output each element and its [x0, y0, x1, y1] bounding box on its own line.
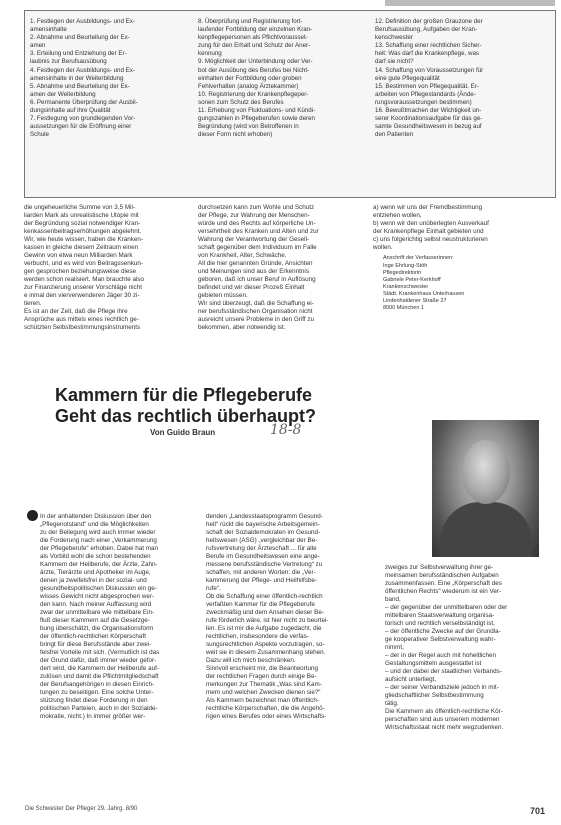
text-line: 13. Schaffung einer rechtlichen Sicher- [375, 42, 482, 50]
text-line: rigen eines Berufes oder eines Wirtschafts- [206, 713, 327, 720]
text-line: ge kooperativer Selbstverwaltung wahr- [385, 636, 496, 643]
text-line: 2. Abnahme und Beurteilung der Ex- [30, 34, 130, 42]
text-line: – der seiner Verbandsziele jedoch in mit- [385, 684, 499, 691]
text-line: politischen Parteien, auch in der Sozialde- [40, 705, 158, 712]
text-line: zweiges zur Selbstverwaltung ihrer ge- [385, 564, 494, 571]
text-line: geboren, daß ich unser Beruf in Auflösung [198, 276, 316, 283]
text-line: und Meinungen sind aus der Erkenntnis [198, 268, 309, 275]
text-line: meinsamen berufsständischen Aufgaben [385, 572, 499, 579]
text-line: 8000 München 1 [383, 305, 424, 311]
text-line: serer Koordinationsaufgabe für das ge- [375, 115, 483, 123]
text-line: zweckmäßig und dem Ansehen dieser Be- [206, 609, 324, 616]
text-line: einhalten der Fortbildung oder groben [198, 74, 302, 82]
article-title [55, 385, 415, 427]
text-line: len. Es ist mir die Aufgabe zugedacht, die [206, 625, 322, 632]
handwritten-note: 18-8 [270, 422, 302, 438]
text-line: c) uns folgerichtig selbst neustrukturieren [373, 236, 488, 243]
text-line: Berufsausübung, Aufgaben der Kran- [375, 26, 478, 34]
text-line: 1. Festlegen der Ausbildungs- und Ex- [30, 18, 135, 25]
text-line: Ob die Schaffung einer öffentlich-rechtlich [206, 593, 323, 600]
upper-column-2 [198, 204, 358, 332]
text-line: a) wenn wir uns der Fremdbestimmung [373, 204, 483, 211]
text-line: der Berufsangehörigen in diesen Einrich- [40, 681, 155, 688]
text-line: laufender Fortbildung der einzelnen Kran- [198, 26, 313, 34]
text-line: der öffentlich-rechtlichen Körperschaft [40, 633, 146, 640]
text-line: Gestaltungsmitteln ausgestattet ist [385, 660, 482, 667]
text-line: Gabriele Peter-Kerkhoff [383, 277, 441, 283]
text-line: dieser Form nicht erhoben) [198, 131, 273, 139]
text-line: befindet und wir dieser Prozeß Einhalt [198, 284, 305, 291]
text-line: ner berufsständischen Organisation nicht [198, 308, 313, 315]
text-line: wisses Gewicht nicht abgesprochen wer- [40, 593, 155, 600]
text-line: dert wird, die Kammern der Heilberufe auf- [40, 665, 159, 672]
text-line: tätig. [385, 700, 399, 707]
text-line: würde und des Rechts auf körperliche Un- [198, 220, 316, 227]
text-line: 11. Erhebung von Fluktuations- und Kündi- [198, 107, 316, 115]
text-line: – der in der Regel auch mit hoheitlichen [385, 652, 496, 659]
text-line: Es ist an der Zeit, daß die Pflege ihre [24, 308, 128, 315]
authors-label: Anschrift der Verfasserinnen: [383, 255, 454, 261]
initial-bullet [27, 510, 38, 521]
text-line: zulösen und damit die Pflichtmitgliedschaft [40, 673, 159, 680]
text-line: der Begründung sozial notwendiger Kran- [24, 220, 141, 227]
text-line: fluß dieser Kammern auf die Gesetzge- [40, 617, 150, 624]
text-line: den Patienten [375, 131, 414, 139]
text-line: sonen zum Schutz des Berufes [198, 98, 284, 106]
text-line: verfaßten Kammer für die Pflegeberufe [206, 601, 315, 608]
text-line: Begründung (wird von Betroffenen in [198, 123, 299, 131]
text-line: Fehlverhalten (analog Ärztekammer) [198, 82, 299, 90]
text-line: kenschwester [375, 34, 413, 42]
text-line: rufe“. [206, 585, 221, 592]
text-line: heit“ rückt die bayerische Arbeitsgemein- [206, 521, 320, 528]
text-line: zu der Beilegung wird auch immer wieder [40, 529, 156, 536]
text-line: zwar der unmittelbare wie mittelbare Ein- [40, 609, 155, 616]
text-line: der Grund dafür, daß immer wieder gefor- [40, 657, 157, 664]
text-line: gen gesprochen beziehungsweise diese [24, 268, 137, 275]
text-line: Kammern der Heilberufe, der Ärzte, Zahn- [40, 561, 158, 568]
text-line: Lindenhaldener Straße 27 [383, 298, 447, 304]
text-line: als Vorbild wohl die schon bestehenden [40, 553, 151, 560]
article-title-line-1: Kammern für die Pflegeberufe [55, 385, 313, 405]
text-line: heitswesen (ASG) „vergleichbar der Be- [206, 537, 318, 544]
text-line: ärzte, Tierärzte und Apotheker im Auge, [40, 569, 151, 576]
box-column-1 [30, 18, 190, 139]
text-line: – der öffentliche Zwecke auf der Grundla- [385, 628, 501, 635]
text-line: öffentlichen Rechts“ wiederum ist ein Ver- [385, 588, 502, 595]
text-line: rechtliche Körperschaften, die die Angehö- [206, 705, 325, 712]
text-line: 7. Festlegung von grundlegenden Vor- [30, 115, 136, 123]
text-line: aussetzungen für die Eröffnung einer [30, 123, 132, 131]
text-line: kenkassenbeitragserhöhungen abgelehnt. [24, 228, 142, 235]
text-line: entziehen wollen, [373, 212, 422, 219]
text-line: verbucht, und es wird von Beitragssenkun- [24, 260, 144, 267]
text-line: messene berufsständische Vertretung“ zu [206, 561, 323, 568]
text-line: amen der Weiterbildung [30, 90, 96, 98]
text-line: tieren. [24, 300, 42, 307]
article-column-2 [206, 513, 368, 721]
text-line: Wir sind überzeugt, daß die Schaffung ei- [198, 300, 314, 307]
text-line: bringt für diese Berufsstände aber zwei- [40, 641, 152, 648]
text-line: kenpflegepersonen als Pflichtvorausset- [198, 34, 308, 42]
text-line: durchsetzen kann zum Wohle und Schutz [198, 204, 315, 211]
text-line: rufsvertretung der Ärzteschaft ... für alle [206, 545, 317, 552]
text-line: der rechtlichen Fragen durch einige Be- [206, 673, 317, 680]
text-line: denden „Landesstaatsprogramm Gesund- [206, 513, 323, 520]
upper-column-1 [24, 204, 182, 332]
text-line: denen ja zweifelsfrei in der sozial- und [40, 577, 147, 584]
text-line: stützung findet diese Forderung in den [40, 697, 148, 704]
box-column-3 [375, 18, 545, 139]
text-line: versehrtheit des Kranken und Alten und zur [198, 228, 319, 235]
text-line: „Pflegenotstand“ und die Möglichkeiten [40, 521, 149, 528]
text-line: laubnis zur Berufsausübung [30, 58, 107, 66]
text-line: – der gegenüber der unmittelbaren oder der [385, 604, 508, 611]
text-line: Pflegedirektorin [383, 270, 422, 276]
page-number: 701 [530, 806, 546, 816]
text-line: heit: Was darf die Krankenpflege, was [375, 50, 479, 58]
text-line: schützten Selbstbestimmungsinstruments [24, 324, 141, 331]
text-line: rufe förderlich wäre, ist hier nicht zu beurtei- [206, 617, 329, 624]
text-line: 15. Bestimmen von Pflegequalität. Er- [375, 82, 479, 90]
text-line: darf sie nicht? [375, 58, 414, 66]
text-line: amensinhalte [30, 26, 67, 34]
text-line: 4. Festlegen der Ausbildungs- und Ex- [30, 66, 135, 74]
text-line: sungsrechtlichen Aspekte vorzutragen, so- [206, 641, 325, 648]
text-line: werden schon realisiert. Man brauchte also [24, 276, 145, 283]
text-line: Wahrung der Verantwortung der Gesell- [198, 236, 310, 243]
text-line: Schule [30, 131, 49, 139]
text-line: die ungeheuerliche Summe von 3,5 Mil- [24, 204, 135, 211]
text-line: Sinnvoll erscheint mir, die Beantwortung [206, 665, 319, 672]
article-title-line-2: Geht das rechtlich überhaupt? [55, 406, 317, 426]
text-line: aufsicht unterliegt, [385, 676, 437, 683]
text-line: amen [30, 42, 46, 50]
text-line: mittelbaren Staatsverwaltung organisa- [385, 612, 495, 619]
text-line: Städt. Krankenhaus Unterhausen [383, 291, 465, 297]
text-line: felsfrei Vorteile mit sich. (Vermutlich ist das [40, 649, 160, 656]
text-line: rungsvoraussetzungen bestimmen) [375, 98, 472, 106]
text-line: zusammenfassen. Eine „Körperschaft des [385, 580, 502, 587]
text-line: kassen in gleiche diesem Zeitraum einen [24, 244, 139, 251]
text-line: 9. Möglichkeit der Unterbindung oder Ver- [198, 58, 313, 66]
text-line: von Krankheit, Alter, Schwäche. [198, 252, 287, 259]
text-line: bekommen, aber notwendig ist. [198, 324, 286, 331]
text-line: 10. Registrierung der Krankenpflegeper- [198, 90, 309, 98]
text-line: die Forderung nach einer „Verkammerung [40, 537, 157, 544]
text-line: zur Finanzierung unserer Vorschläge nicht [24, 284, 142, 291]
text-line: In der anhaltenden Diskussion über den [40, 513, 152, 520]
text-line: Inge Ehrlung-Stöh [383, 263, 428, 269]
text-line: nimmt, [385, 644, 404, 651]
box-column-2 [198, 18, 363, 139]
text-line: Die Kammern als öffentlich-rechtliche Kör- [385, 708, 503, 715]
text-line: 16. Bewußtmachen der Wichtigkeit un- [375, 107, 482, 115]
article-column-1 [40, 513, 190, 721]
text-line: der Pflege, zur Wahrung der Menschen- [198, 212, 310, 219]
text-line: den kann. Nach meiner Auffassung wird [40, 601, 152, 608]
text-line: gebieten müssen. [198, 292, 248, 299]
text-line: Gewinn von etwa neun Milliarden Mark [24, 252, 133, 259]
text-line: schaft der Sozialdemokraten im Gesund- [206, 529, 321, 536]
text-line: dungsinhalte auf ihre Qualität [30, 107, 111, 115]
text-line: bung überschätzt, die Organisationsform [40, 625, 154, 632]
text-line: perschaften sind aus unserem modernen [385, 716, 500, 723]
upper-column-3 [373, 204, 543, 252]
text-line: torisch und rechtlich verselbständigt ist, [385, 620, 495, 627]
text-line: mern und welchen Zwecken dienen sie?“ [206, 689, 321, 696]
text-line: All die hier genannten Gründe, Ansichten [198, 260, 313, 267]
text-line: der Pflegeberufe“ erhoben. Dabei hat man [40, 545, 158, 552]
text-line: e inmal den vierverwenderen Jäger 30 zi- [24, 292, 140, 299]
text-line: b) wenn wir den unüberlegten Ausverkauf [373, 220, 489, 227]
text-line: rechtlichen, insbesondere die verfas- [206, 633, 309, 640]
author-photo [432, 420, 539, 557]
text-line: mokratie, nicht.) In immer größer wer- [40, 713, 146, 720]
text-line: tungen zu beseitigen. Eine solche Unter- [40, 689, 154, 696]
text-line: amensinhalte in der Weiterbildung [30, 74, 124, 82]
article-column-3 [385, 564, 545, 732]
text-line: 6. Permanente Überprüfung der Ausbil- [30, 98, 138, 106]
text-line: merkungen zur Thematik „Was sind Kam- [206, 681, 322, 688]
text-line: wollen. [373, 244, 393, 251]
text-line: gungszahlen in Pflegeberufen sowie deren [198, 115, 315, 123]
text-line: band, [385, 596, 401, 603]
text-line: kennung [198, 50, 222, 58]
text-line: – und der dabei der staatlichen Verbands- [385, 668, 502, 675]
text-line: Wirtschaftsstaat nicht mehr wegzudenken. [385, 724, 504, 731]
text-line: der Krankenpflege Einhalt gebieten und [373, 228, 484, 235]
text-line: arbeiten von Pflegestandards (Ände- [375, 90, 476, 98]
text-line: 8. Überprüfung und Registrierung fort- [198, 18, 303, 25]
text-line: kammerung der Pflege- und Heilhilfsbe- [206, 577, 317, 584]
text-line: 5. Abnahme und Beurteilung der Ex- [30, 82, 130, 90]
text-line: 3. Erteilung und Entziehung der Er- [30, 50, 127, 58]
photo-face [462, 440, 510, 504]
text-line: liarden Mark als unrealistische Utopie mit [24, 212, 139, 219]
text-line: weit sie in diesem Zusammenhang stehen. [206, 649, 326, 656]
text-line: zung für den Erhalt und Schutz der Aner- [198, 42, 311, 50]
authors-address [383, 263, 543, 312]
header-bar [385, 0, 555, 6]
text-line: samte Gesundheitswesen in bezug auf [375, 123, 482, 131]
text-line: Berufe im Gesundheitswesen eine ange- [206, 553, 320, 560]
text-line: gliedschaftlicher Selbstbestimmung [385, 692, 484, 699]
text-line: eine gute Pflegequalität [375, 74, 440, 82]
text-line: Dazu will ich mich beschränken. [206, 657, 296, 664]
text-line: Krankenschwester [383, 284, 429, 290]
text-line: Wir, wie heute wissen, haben die Kranken- [24, 236, 144, 243]
text-line: 12. Definition der großen Grauzone der [375, 18, 483, 25]
text-line: bot der Ausübung des Berufes bei Nicht- [198, 66, 310, 74]
text-line: schaffen, mit anderen Worten: die „Ver- [206, 569, 316, 576]
text-line: gesundheitspolitischen Diskussion ein ge- [40, 585, 157, 592]
photo-shoulders [440, 502, 532, 557]
text-line: Ansprüche aus mittels eines rechtlich ge- [24, 316, 139, 323]
text-line: ausreicht unsere Probleme in den Griff zu [198, 316, 315, 323]
footer-journal: Die Schwester Der Pfleger 29. Jahrg. 8/90 [25, 806, 138, 812]
text-line: Als Kammern bezeichnet man öffentlich- [206, 697, 319, 704]
byline: Von Guido Braun [150, 428, 216, 437]
text-line: 14. Schaffung von Voraussetzungen für [375, 66, 484, 74]
text-line: schaft gegenüber dem Individuum im Falle [198, 244, 317, 251]
